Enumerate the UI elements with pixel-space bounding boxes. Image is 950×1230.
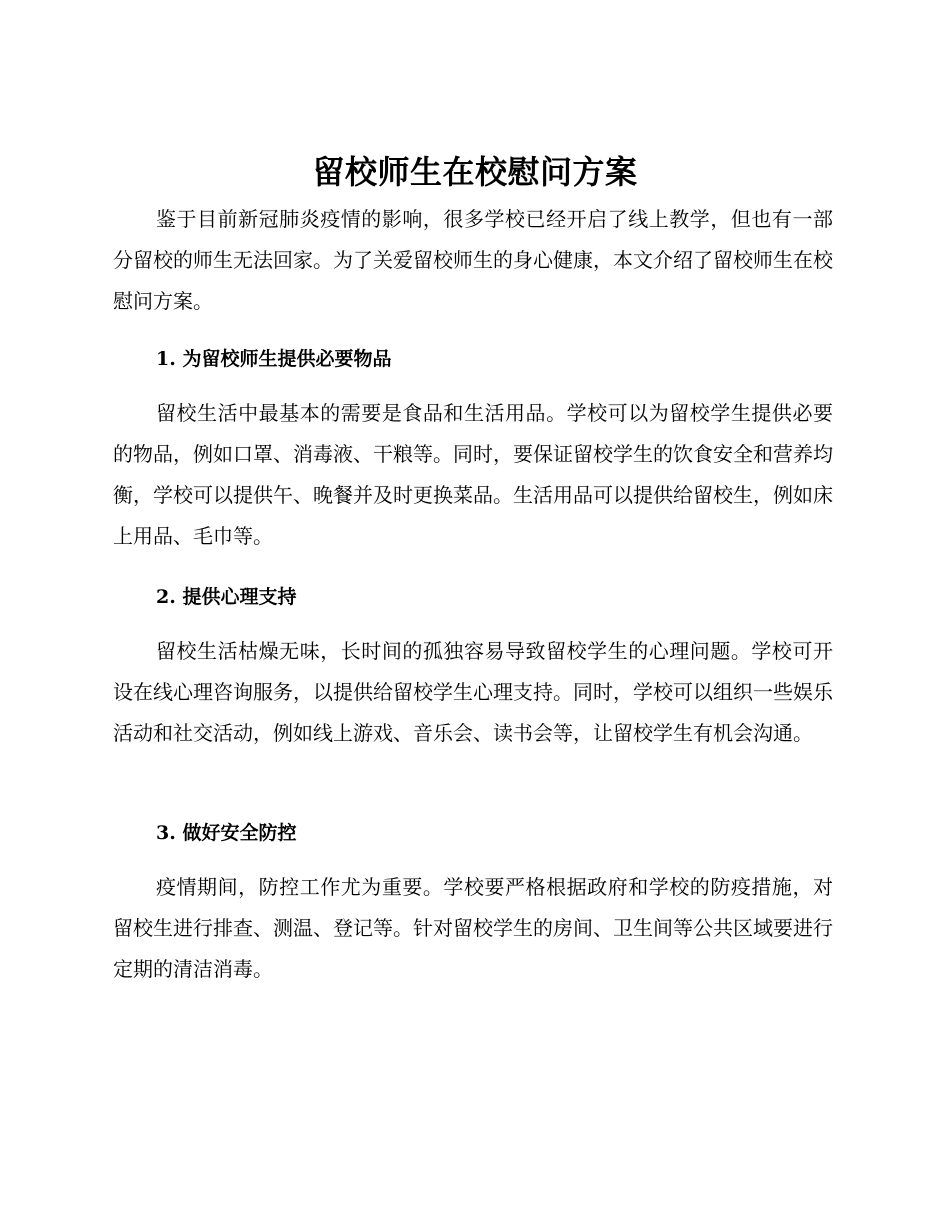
section-heading-3: 3. 做好安全防控 <box>156 822 297 844</box>
section-heading-2: 2. 提供心理支持 <box>156 586 297 608</box>
document-title: 留校师生在校慰问方案 <box>312 153 638 191</box>
section-body-2: 留校生活枯燥无味，长时间的孤独容易导致留校学生的心理问题。学校可开设在线心理咨询服务，以提供给留校学生心理支持。同时，学校可以组织一些娱乐活动和社交活动，例如线上游戏、音乐会、读书会等，让留校学生有机会沟通。 <box>113 639 833 745</box>
intro-paragraph: 鉴于目前新冠肺炎疫情的影响，很多学校已经开启了线上教学，但也有一部分留校的师生无法回家。为了关爱留校师生的身心健康，本文介绍了留校师生在校慰问方案。 <box>113 207 833 313</box>
section-body-3: 疫情期间，防控工作尤为重要。学校要严格根据政府和学校的防疫措施，对留校生进行排查、测温、登记等。针对留校学生的房间、卫生间等公共区域要进行定期的清洁消毒。 <box>113 875 833 981</box>
section-heading-1: 1. 为留校师生提供必要物品 <box>156 348 392 370</box>
section-body-1: 留校生活中最基本的需要是食品和生活用品。学校可以为留校学生提供必要的物品，例如口罩、消毒液、干粮等。同时，要保证留校学生的饮食安全和营养均衡，学校可以提供午、晚餐并及时更换菜品。生活用品可以提供给留校生，例如床上用品、毛巾等。 <box>113 401 833 548</box>
